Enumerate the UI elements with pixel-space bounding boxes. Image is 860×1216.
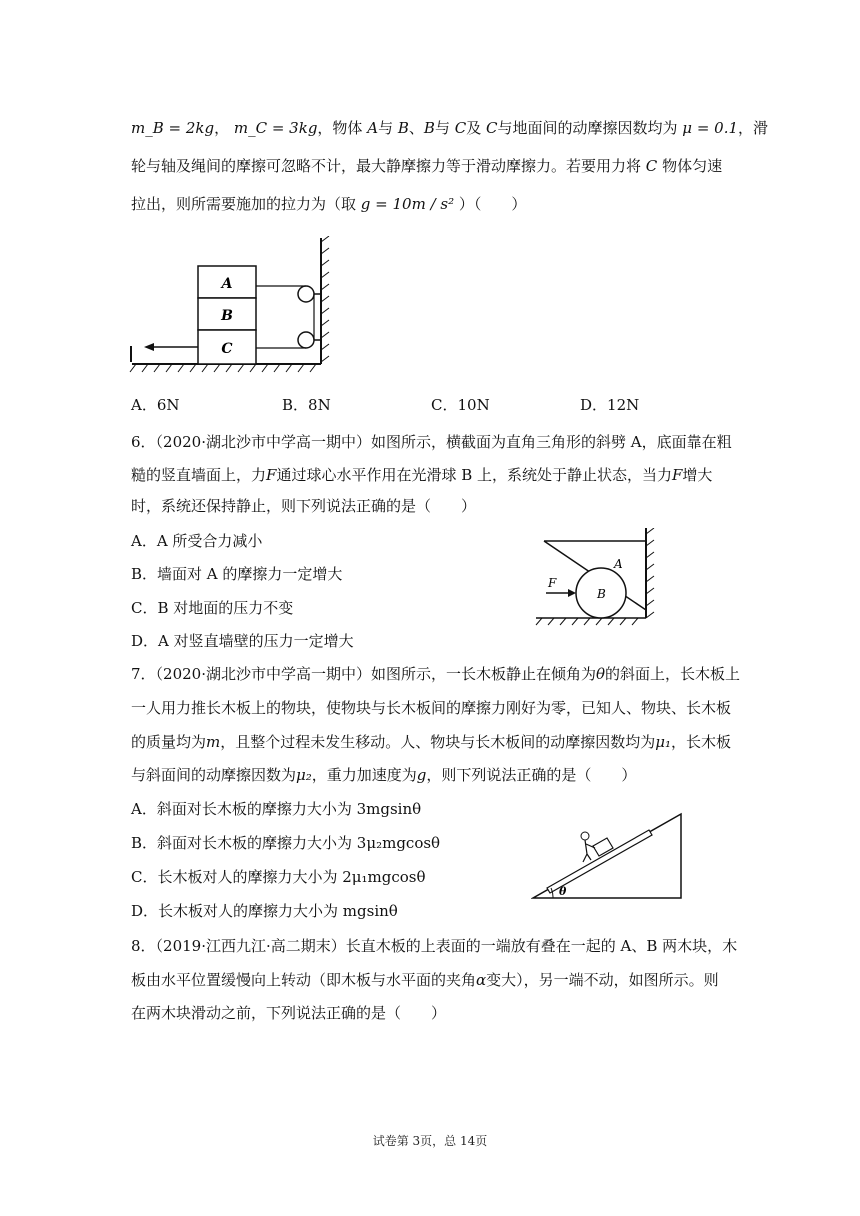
- q5-text: 拉出，则所需要施加的拉力为（取: [131, 195, 357, 213]
- q6-option-c[interactable]: C．B 对地面的压力不变: [131, 599, 294, 617]
- q8-line-3: 在两木块滑动之前，下列说法正确的是（ ）: [131, 1004, 447, 1022]
- q8-text: 变大），另一端不动，如图所示。则: [486, 971, 719, 989]
- q7-option-b[interactable]: B．斜面对长木板的摩擦力大小为 3μ₂mgcosθ: [131, 834, 441, 852]
- q8-text: 板由水平位置缓慢向上转动（即木板与水平面的夹角: [131, 971, 477, 989]
- q7-text: 7．（2020·湖北沙市中学高一期中）如图所示，一长木板静止在倾角为: [131, 665, 596, 683]
- q5-text: 与: [378, 119, 394, 137]
- label-b: B: [221, 308, 233, 324]
- q6-line-1: 6．（2020·湖北沙市中学高一期中）如图所示，横截面为直角三角形的斜劈 A，底面靠在粗: [131, 433, 732, 451]
- q5-text: 轮与轴及绳间的摩擦可忽略不计，最大静摩擦力等于滑动摩擦力。若要用力将: [131, 157, 642, 175]
- q7-line-1: [131, 664, 740, 684]
- var-mu1: μ₁: [655, 733, 672, 751]
- q7-text: 的斜面上，长木板上: [605, 665, 741, 683]
- g-value: g = 10m / s²: [360, 195, 455, 213]
- var-f: F: [266, 466, 277, 484]
- var-mu2: μ₂: [296, 766, 312, 784]
- q5-line-3: [131, 194, 526, 214]
- var-alpha: α: [476, 971, 487, 989]
- q5-text: 与: [434, 119, 450, 137]
- q7-line-4: [131, 765, 636, 785]
- q6-line-2: [131, 465, 712, 485]
- q5-text: ，物体: [317, 119, 363, 137]
- ball-label-b: B: [597, 587, 606, 601]
- q7-option-d[interactable]: D．长木板对人的摩擦力大小为 mgsinθ: [131, 902, 398, 920]
- q7-text: ，则下列说法正确的是（ ）: [426, 766, 637, 784]
- q5-text: 与地面间的动摩擦因数均为: [497, 119, 678, 137]
- q5-text: ，滑: [738, 119, 769, 137]
- q7-line-3: [131, 732, 731, 752]
- q6-text: 通过球心水平作用在光滑球 B 上，系统处于静止状态，当力: [276, 466, 672, 484]
- label-a: A: [221, 276, 233, 292]
- q8-line-1: 8．（2019·江西九江·高二期末）长直木板的上表面的一端放有叠在一起的 A、B 两木块，木: [131, 937, 738, 955]
- q5-figure: [128, 236, 348, 376]
- q6-text: 增大: [682, 466, 713, 484]
- var-g: g: [416, 766, 427, 784]
- mass-b: m_B = 2kg: [131, 119, 215, 137]
- q7-text: ，且整个过程未发生移动。人、物块与长木板间的动摩擦因数均为: [220, 733, 656, 751]
- q5-line-1: m_B = 2kg， m_C = 3kg，物体 A与 B、B与 C及 C与地面间的动摩擦因数均为 μ = 0.1，滑: [131, 119, 769, 137]
- var-a: A: [367, 119, 379, 137]
- mass-c: m_C = 3kg: [233, 119, 318, 137]
- q7-option-a[interactable]: A．斜面对长木板的摩擦力大小为 3mgsinθ: [131, 800, 422, 818]
- q6-text: 糙的竖直墙面上，力: [131, 466, 267, 484]
- q6-option-b[interactable]: B．墙面对 A 的摩擦力一定增大: [131, 565, 343, 583]
- q5-line-2: [131, 156, 722, 176]
- q5-text: 物体匀速: [662, 157, 723, 175]
- wedge-label-a: A: [614, 557, 623, 571]
- var-theta: θ: [596, 665, 606, 683]
- label-c: C: [221, 341, 233, 357]
- q7-option-c[interactable]: C．长木板对人的摩擦力大小为 2μ₁mgcosθ: [131, 868, 426, 886]
- q7-figure: [531, 808, 691, 904]
- q7-text: 与斜面间的动摩擦因数为: [131, 766, 297, 784]
- var-c: C: [645, 157, 658, 175]
- q5-text: 、: [408, 119, 424, 137]
- q5-option-c[interactable]: C．10N: [431, 396, 490, 414]
- var-b: B: [423, 119, 435, 137]
- q6-option-d[interactable]: D．A 对竖直墙壁的压力一定增大: [131, 632, 354, 650]
- q6-line-3: 时，系统还保持静止，则下列说法正确的是（ ）: [131, 497, 477, 515]
- q7-text: ，长木板: [671, 733, 732, 751]
- q5-text: 及: [466, 119, 482, 137]
- page-footer: 试卷第 3页，总 14页: [372, 1134, 488, 1148]
- mu-value: μ = 0.1: [682, 119, 739, 137]
- force-label-f: F: [548, 576, 557, 590]
- q6-option-a[interactable]: A．A 所受合力减小: [131, 532, 263, 550]
- q5-option-a[interactable]: A．6N: [131, 396, 180, 414]
- q5-option-b[interactable]: B．8N: [282, 396, 331, 414]
- q7-line-2: 一人用力推长木板上的物块，使物块与长木板间的摩擦力刚好为零，已知人、物块、长木板: [131, 699, 732, 717]
- var-c: C: [486, 119, 498, 137]
- q8-line-2: [131, 970, 719, 990]
- var-c: C: [454, 119, 467, 137]
- var-f: F: [672, 466, 683, 484]
- var-m: m: [206, 733, 221, 751]
- angle-theta-label: θ: [559, 885, 567, 898]
- q7-text: 的质量均为: [131, 733, 207, 751]
- q5-text: ）（ ）: [458, 195, 527, 213]
- q6-figure: [534, 528, 664, 628]
- q5-option-d[interactable]: D．12N: [580, 396, 640, 414]
- var-b: B: [397, 119, 409, 137]
- q7-text: ，重力加速度为: [311, 766, 417, 784]
